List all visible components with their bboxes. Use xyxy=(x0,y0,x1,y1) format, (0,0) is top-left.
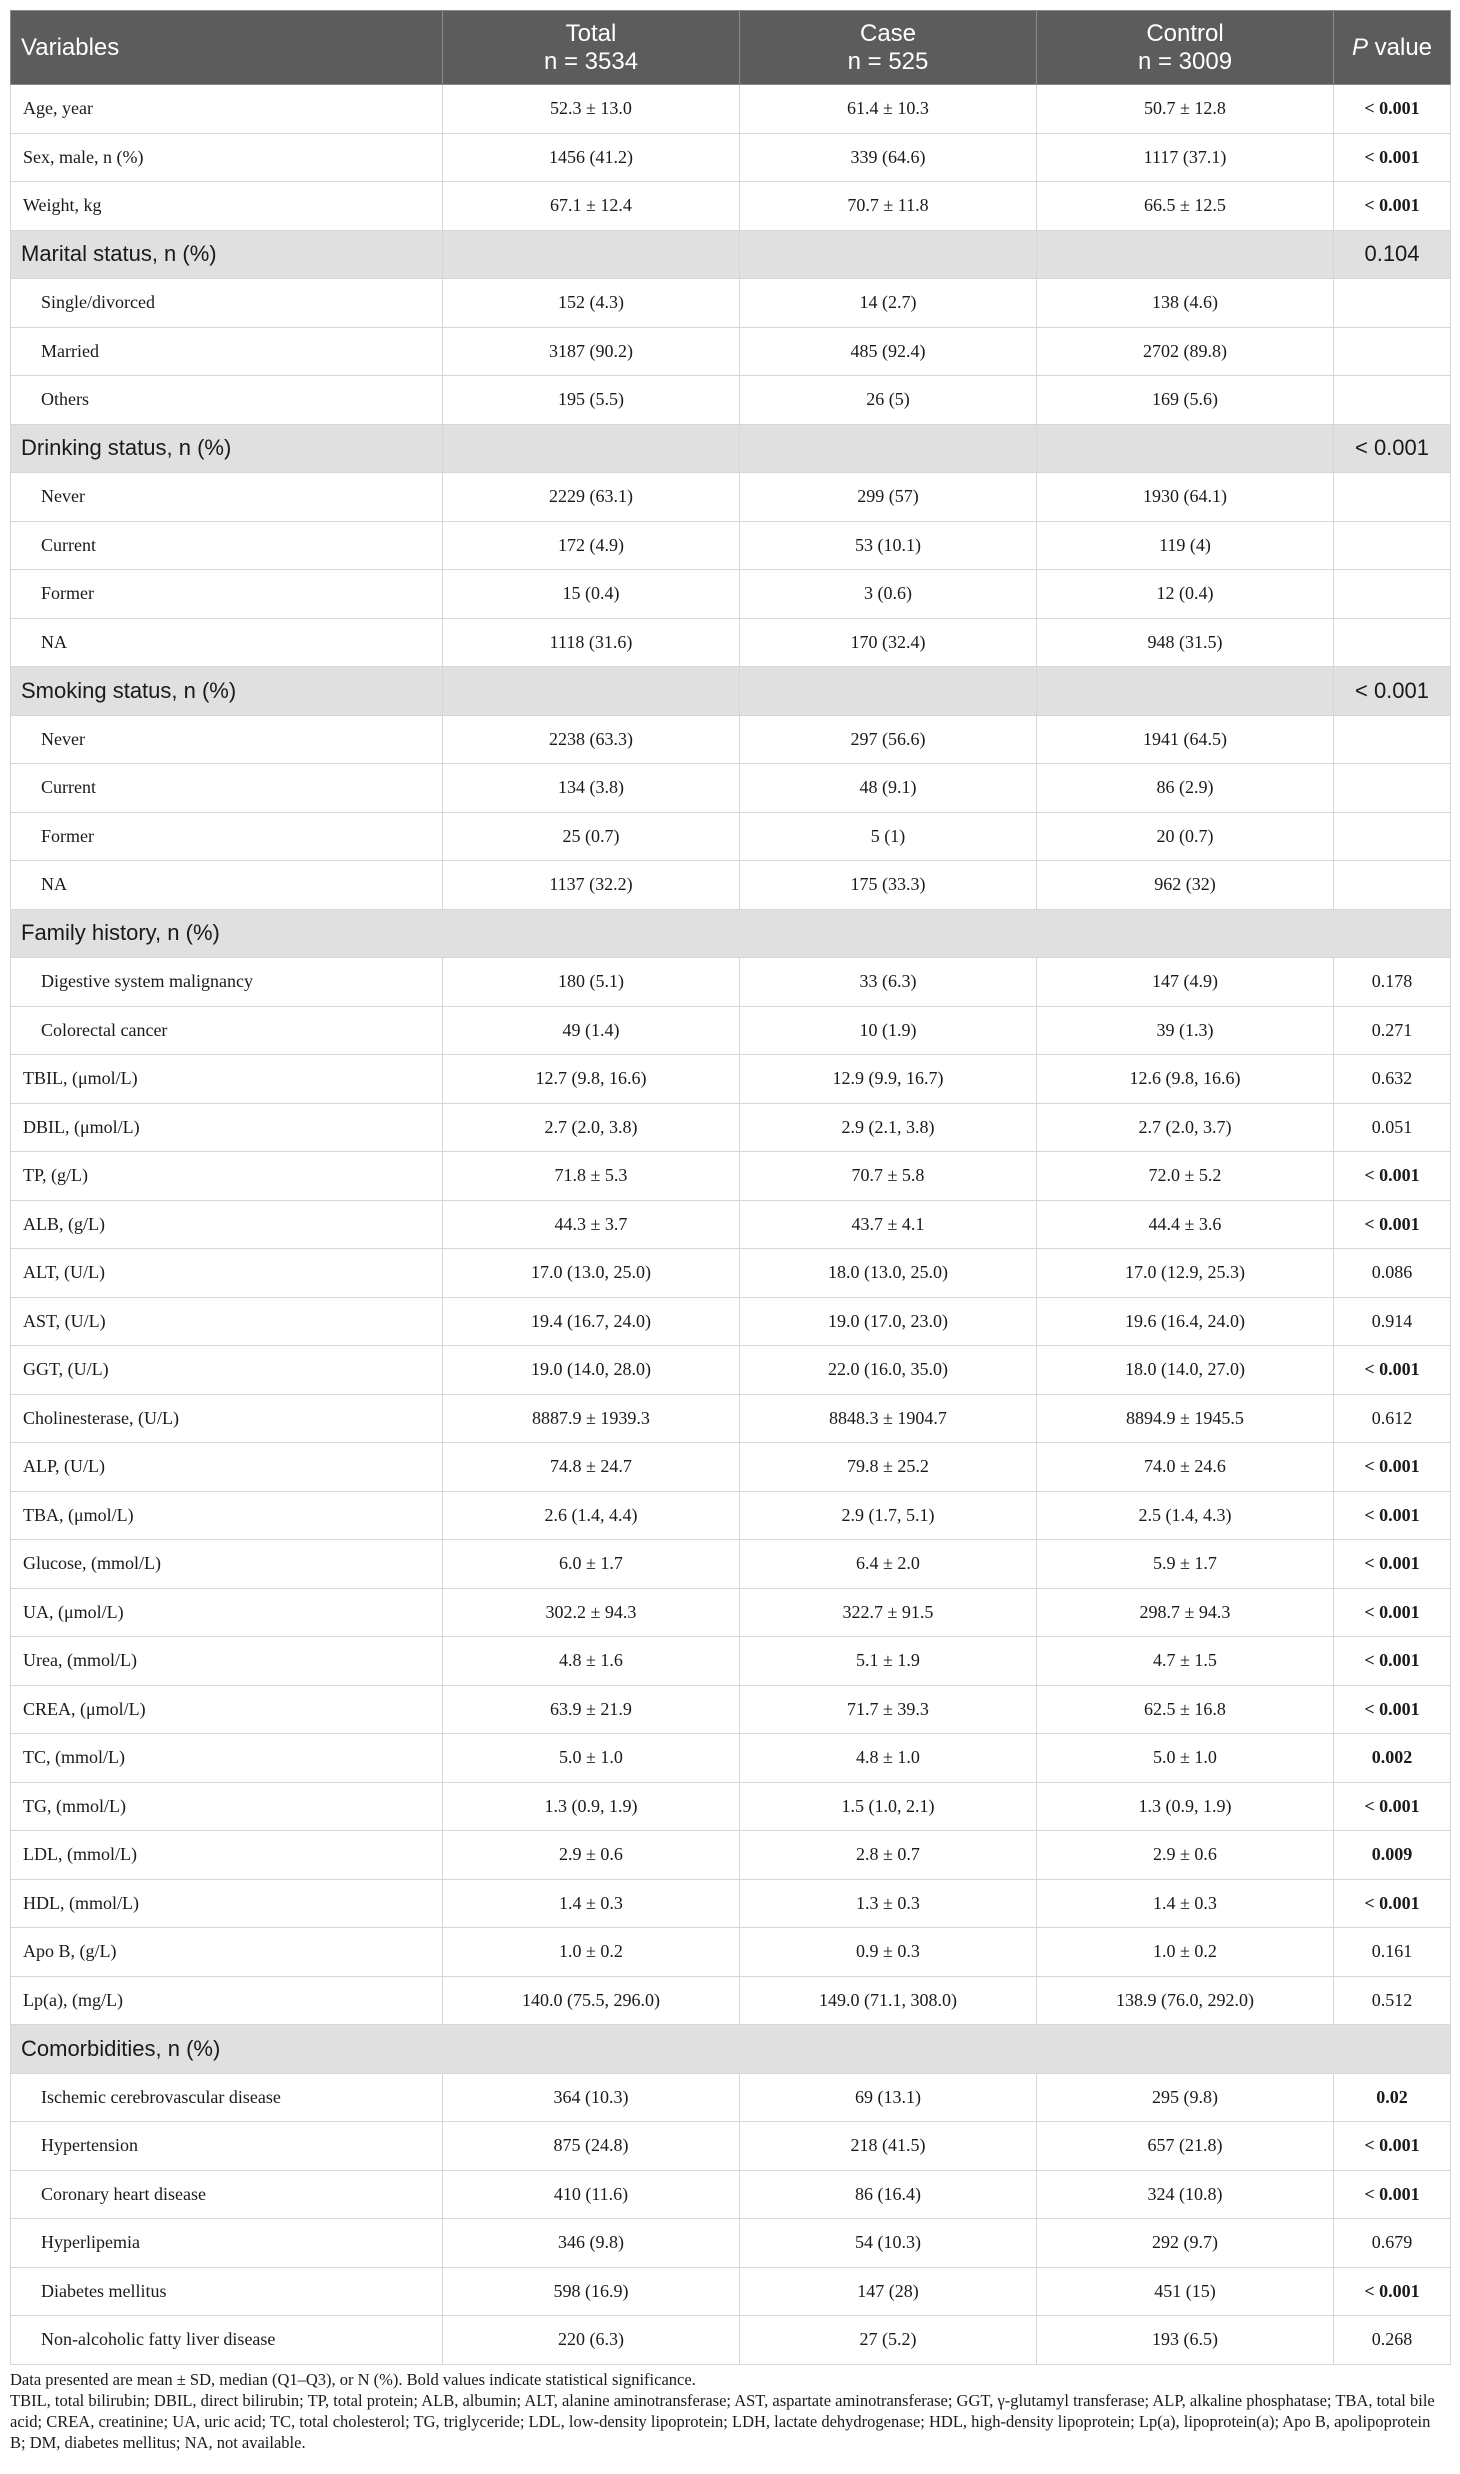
cell-pvalue: < 0.001 xyxy=(1334,424,1451,473)
cell-total: 8887.9 ± 1939.3 xyxy=(443,1394,740,1443)
cell-variable: UA, (μmol/L) xyxy=(11,1588,443,1637)
cell-case: 485 (92.4) xyxy=(740,327,1037,376)
cell-control: 2702 (89.8) xyxy=(1037,327,1334,376)
cell-case: 1.3 ± 0.3 xyxy=(740,1879,1037,1928)
cell-case: 54 (10.3) xyxy=(740,2219,1037,2268)
cell-pvalue xyxy=(1334,521,1451,570)
cell-variable: HDL, (mmol/L) xyxy=(11,1879,443,1928)
cell-pvalue: 0.086 xyxy=(1334,1249,1451,1298)
cell-total: 2.9 ± 0.6 xyxy=(443,1831,740,1880)
cell-pvalue: < 0.001 xyxy=(1334,667,1451,716)
cell-case: 33 (6.3) xyxy=(740,958,1037,1007)
cell-case: 69 (13.1) xyxy=(740,2073,1037,2122)
table-row xyxy=(11,1249,1451,1298)
cell-variable: ALB, (g/L) xyxy=(11,1200,443,1249)
cell-pvalue xyxy=(1334,764,1451,813)
cell-variable: Former xyxy=(11,570,443,619)
cell-case xyxy=(740,424,1037,473)
table-row xyxy=(11,2073,1451,2122)
header-case xyxy=(740,11,1037,85)
cell-pvalue: 0.051 xyxy=(1334,1103,1451,1152)
cell-pvalue: 0.632 xyxy=(1334,1055,1451,1104)
cell-control: 66.5 ± 12.5 xyxy=(1037,182,1334,231)
cell-case: 0.9 ± 0.3 xyxy=(740,1928,1037,1977)
cell-total: 410 (11.6) xyxy=(443,2170,740,2219)
cell-pvalue: < 0.001 xyxy=(1334,1152,1451,1201)
table-row xyxy=(11,182,1451,231)
cell-control: 4.7 ± 1.5 xyxy=(1037,1637,1334,1686)
cell-control: 962 (32) xyxy=(1037,861,1334,910)
cell-control: 324 (10.8) xyxy=(1037,2170,1334,2219)
cell-control xyxy=(1037,667,1334,716)
cell-total: 4.8 ± 1.6 xyxy=(443,1637,740,1686)
cell-total: 6.0 ± 1.7 xyxy=(443,1540,740,1589)
cell-control: 169 (5.6) xyxy=(1037,376,1334,425)
cell-control: 74.0 ± 24.6 xyxy=(1037,1443,1334,1492)
cell-total: 875 (24.8) xyxy=(443,2122,740,2171)
cell-pvalue: < 0.001 xyxy=(1334,2170,1451,2219)
table-row xyxy=(11,327,1451,376)
header-pvalue-p: P xyxy=(1351,33,1368,61)
cell-control: 147 (4.9) xyxy=(1037,958,1334,1007)
cell-total: 172 (4.9) xyxy=(443,521,740,570)
cell-total xyxy=(443,424,740,473)
table-row xyxy=(11,570,1451,619)
baseline-characteristics-table xyxy=(10,10,1451,2365)
cell-case: 48 (9.1) xyxy=(740,764,1037,813)
cell-case: 297 (56.6) xyxy=(740,715,1037,764)
cell-control: 1.3 (0.9, 1.9) xyxy=(1037,1782,1334,1831)
cell-control xyxy=(1037,424,1334,473)
cell-total: 180 (5.1) xyxy=(443,958,740,1007)
cell-case: 70.7 ± 5.8 xyxy=(740,1152,1037,1201)
table-row xyxy=(11,1006,1451,1055)
cell-control: 1930 (64.1) xyxy=(1037,473,1334,522)
cell-case: 2.9 (2.1, 3.8) xyxy=(740,1103,1037,1152)
cell-control: 2.5 (1.4, 4.3) xyxy=(1037,1491,1334,1540)
cell-total: 5.0 ± 1.0 xyxy=(443,1734,740,1783)
cell-case: 22.0 (16.0, 35.0) xyxy=(740,1346,1037,1395)
table-row xyxy=(11,1491,1451,1540)
table-document xyxy=(10,10,1450,2453)
table-body xyxy=(11,85,1451,2365)
cell-pvalue: 0.009 xyxy=(1334,1831,1451,1880)
cell-pvalue xyxy=(1334,473,1451,522)
cell-variable: TP, (g/L) xyxy=(11,1152,443,1201)
cell-variable: Weight, kg xyxy=(11,182,443,231)
cell-pvalue: 0.104 xyxy=(1334,230,1451,279)
cell-control: 295 (9.8) xyxy=(1037,2073,1334,2122)
table-row xyxy=(11,2267,1451,2316)
table-row xyxy=(11,1734,1451,1783)
cell-case: 218 (41.5) xyxy=(740,2122,1037,2171)
table-row xyxy=(11,1588,1451,1637)
cell-total: 1.0 ± 0.2 xyxy=(443,1928,740,1977)
cell-case: 170 (32.4) xyxy=(740,618,1037,667)
header-pvalue xyxy=(1334,11,1451,85)
cell-variable: CREA, (μmol/L) xyxy=(11,1685,443,1734)
cell-total: 1137 (32.2) xyxy=(443,861,740,910)
cell-variable: TC, (mmol/L) xyxy=(11,1734,443,1783)
cell-control: 5.9 ± 1.7 xyxy=(1037,1540,1334,1589)
cell-control: 451 (15) xyxy=(1037,2267,1334,2316)
header-pvalue-rest: value xyxy=(1367,33,1433,61)
cell-total: 74.8 ± 24.7 xyxy=(443,1443,740,1492)
cell-total: 19.4 (16.7, 24.0) xyxy=(443,1297,740,1346)
cell-variable: Never xyxy=(11,715,443,764)
cell-control: 62.5 ± 16.8 xyxy=(1037,1685,1334,1734)
cell-pvalue xyxy=(1334,618,1451,667)
cell-variable: Diabetes mellitus xyxy=(11,2267,443,2316)
cell-pvalue: < 0.001 xyxy=(1334,1685,1451,1734)
header-case-n: n = 525 xyxy=(847,47,929,75)
cell-variable: TG, (mmol/L) xyxy=(11,1782,443,1831)
header-control-label: Control xyxy=(1146,19,1224,47)
cell-control: 20 (0.7) xyxy=(1037,812,1334,861)
cell-case: 339 (64.6) xyxy=(740,133,1037,182)
cell-pvalue xyxy=(1334,376,1451,425)
table-footnotes xyxy=(10,2369,1450,2453)
cell-total: 346 (9.8) xyxy=(443,2219,740,2268)
cell-total: 3187 (90.2) xyxy=(443,327,740,376)
table-row xyxy=(11,473,1451,522)
cell-case: 6.4 ± 2.0 xyxy=(740,1540,1037,1589)
table-row xyxy=(11,1685,1451,1734)
cell-total: 1.4 ± 0.3 xyxy=(443,1879,740,1928)
cell-variable: Apo B, (g/L) xyxy=(11,1928,443,1977)
cell-control: 193 (6.5) xyxy=(1037,2316,1334,2365)
header-case-label: Case xyxy=(859,19,917,47)
cell-pvalue: < 0.001 xyxy=(1334,1879,1451,1928)
cell-control: 18.0 (14.0, 27.0) xyxy=(1037,1346,1334,1395)
cell-case: 86 (16.4) xyxy=(740,2170,1037,2219)
cell-variable: Urea, (mmol/L) xyxy=(11,1637,443,1686)
cell-pvalue: 0.914 xyxy=(1334,1297,1451,1346)
cell-case: 26 (5) xyxy=(740,376,1037,425)
table-row xyxy=(11,1394,1451,1443)
cell-pvalue: 0.02 xyxy=(1334,2073,1451,2122)
cell-total: 44.3 ± 3.7 xyxy=(443,1200,740,1249)
cell-control: 948 (31.5) xyxy=(1037,618,1334,667)
table-row xyxy=(11,715,1451,764)
cell-total xyxy=(443,667,740,716)
cell-case: 18.0 (13.0, 25.0) xyxy=(740,1249,1037,1298)
cell-variable: NA xyxy=(11,861,443,910)
cell-total: 19.0 (14.0, 28.0) xyxy=(443,1346,740,1395)
cell-control: 5.0 ± 1.0 xyxy=(1037,1734,1334,1783)
table-row xyxy=(11,2316,1451,2365)
cell-pvalue xyxy=(1334,812,1451,861)
cell-case: 12.9 (9.9, 16.7) xyxy=(740,1055,1037,1104)
table-row xyxy=(11,1831,1451,1880)
cell-total: 2229 (63.1) xyxy=(443,473,740,522)
cell-variable: Glucose, (mmol/L) xyxy=(11,1540,443,1589)
cell-total: 67.1 ± 12.4 xyxy=(443,182,740,231)
cell-pvalue: < 0.001 xyxy=(1334,133,1451,182)
cell-case: 2.9 (1.7, 5.1) xyxy=(740,1491,1037,1540)
cell-variable: TBIL, (μmol/L) xyxy=(11,1055,443,1104)
table-row xyxy=(11,1200,1451,1249)
cell-variable: Married xyxy=(11,327,443,376)
header-variables: Variables xyxy=(11,11,443,85)
cell-total: 15 (0.4) xyxy=(443,570,740,619)
cell-case: 5 (1) xyxy=(740,812,1037,861)
cell-variable: Cholinesterase, (U/L) xyxy=(11,1394,443,1443)
table-row xyxy=(11,1879,1451,1928)
cell-total: 302.2 ± 94.3 xyxy=(443,1588,740,1637)
table-row xyxy=(11,1928,1451,1977)
cell-total: 134 (3.8) xyxy=(443,764,740,813)
cell-total: 598 (16.9) xyxy=(443,2267,740,2316)
cell-total: 1118 (31.6) xyxy=(443,618,740,667)
cell-case: 19.0 (17.0, 23.0) xyxy=(740,1297,1037,1346)
cell-case: 3 (0.6) xyxy=(740,570,1037,619)
table-row xyxy=(11,812,1451,861)
cell-control: 138.9 (76.0, 292.0) xyxy=(1037,1976,1334,2025)
cell-total: 195 (5.5) xyxy=(443,376,740,425)
cell-total: 152 (4.3) xyxy=(443,279,740,328)
cell-control xyxy=(1037,230,1334,279)
cell-total: 1456 (41.2) xyxy=(443,133,740,182)
cell-pvalue: 0.002 xyxy=(1334,1734,1451,1783)
cell-variable: Hyperlipemia xyxy=(11,2219,443,2268)
cell-pvalue xyxy=(1334,279,1451,328)
cell-case: 175 (33.3) xyxy=(740,861,1037,910)
table-row xyxy=(11,1540,1451,1589)
cell-control: 1.4 ± 0.3 xyxy=(1037,1879,1334,1928)
cell-variable: Coronary heart disease xyxy=(11,2170,443,2219)
section-label: Drinking status, n (%) xyxy=(11,424,443,473)
cell-case: 53 (10.1) xyxy=(740,521,1037,570)
cell-pvalue xyxy=(1334,327,1451,376)
cell-total: 2238 (63.3) xyxy=(443,715,740,764)
cell-pvalue xyxy=(1334,570,1451,619)
cell-variable: Hypertension xyxy=(11,2122,443,2171)
table-row xyxy=(11,521,1451,570)
cell-pvalue: 0.178 xyxy=(1334,958,1451,1007)
table-header xyxy=(11,11,1451,85)
cell-case: 71.7 ± 39.3 xyxy=(740,1685,1037,1734)
cell-variable: Others xyxy=(11,376,443,425)
cell-case: 79.8 ± 25.2 xyxy=(740,1443,1037,1492)
cell-control: 292 (9.7) xyxy=(1037,2219,1334,2268)
header-control xyxy=(1037,11,1334,85)
cell-total: 17.0 (13.0, 25.0) xyxy=(443,1249,740,1298)
header-total xyxy=(443,11,740,85)
cell-variable: Lp(a), (mg/L) xyxy=(11,1976,443,2025)
cell-case: 4.8 ± 1.0 xyxy=(740,1734,1037,1783)
cell-control: 12.6 (9.8, 16.6) xyxy=(1037,1055,1334,1104)
cell-pvalue: < 0.001 xyxy=(1334,2267,1451,2316)
cell-case: 5.1 ± 1.9 xyxy=(740,1637,1037,1686)
cell-variable: NA xyxy=(11,618,443,667)
cell-total: 49 (1.4) xyxy=(443,1006,740,1055)
cell-variable: TBA, (μmol/L) xyxy=(11,1491,443,1540)
table-row xyxy=(11,1346,1451,1395)
cell-variable: ALP, (U/L) xyxy=(11,1443,443,1492)
section-label: Marital status, n (%) xyxy=(11,230,443,279)
cell-case: 10 (1.9) xyxy=(740,1006,1037,1055)
cell-case: 43.7 ± 4.1 xyxy=(740,1200,1037,1249)
table-row xyxy=(11,958,1451,1007)
cell-pvalue: < 0.001 xyxy=(1334,1491,1451,1540)
cell-pvalue: < 0.001 xyxy=(1334,1200,1451,1249)
cell-control: 2.9 ± 0.6 xyxy=(1037,1831,1334,1880)
cell-control: 298.7 ± 94.3 xyxy=(1037,1588,1334,1637)
section-row xyxy=(11,667,1451,716)
cell-control: 1117 (37.1) xyxy=(1037,133,1334,182)
cell-variable: DBIL, (μmol/L) xyxy=(11,1103,443,1152)
table-row xyxy=(11,1297,1451,1346)
cell-total: 2.6 (1.4, 4.4) xyxy=(443,1491,740,1540)
table-row xyxy=(11,764,1451,813)
cell-variable: Sex, male, n (%) xyxy=(11,133,443,182)
cell-case xyxy=(740,230,1037,279)
cell-case: 70.7 ± 11.8 xyxy=(740,182,1037,231)
cell-pvalue: < 0.001 xyxy=(1334,1540,1451,1589)
cell-total: 2.7 (2.0, 3.8) xyxy=(443,1103,740,1152)
cell-variable: Current xyxy=(11,521,443,570)
cell-variable: Never xyxy=(11,473,443,522)
cell-control: 50.7 ± 12.8 xyxy=(1037,85,1334,134)
cell-total: 140.0 (75.5, 296.0) xyxy=(443,1976,740,2025)
cell-pvalue: < 0.001 xyxy=(1334,1443,1451,1492)
cell-variable: Former xyxy=(11,812,443,861)
cell-pvalue: < 0.001 xyxy=(1334,1588,1451,1637)
cell-control: 12 (0.4) xyxy=(1037,570,1334,619)
cell-pvalue: 0.161 xyxy=(1334,1928,1451,1977)
section-row xyxy=(11,424,1451,473)
table-row xyxy=(11,1055,1451,1104)
cell-total: 71.8 ± 5.3 xyxy=(443,1152,740,1201)
section-label: Family history, n (%) xyxy=(11,909,1451,958)
cell-case: 1.5 (1.0, 2.1) xyxy=(740,1782,1037,1831)
header-total-label: Total xyxy=(565,19,617,47)
cell-total: 364 (10.3) xyxy=(443,2073,740,2122)
table-row xyxy=(11,2219,1451,2268)
table-row xyxy=(11,1782,1451,1831)
cell-pvalue: < 0.001 xyxy=(1334,1782,1451,1831)
cell-case: 27 (5.2) xyxy=(740,2316,1037,2365)
cell-pvalue: 0.612 xyxy=(1334,1394,1451,1443)
cell-variable: Non-alcoholic fatty liver disease xyxy=(11,2316,443,2365)
cell-control: 119 (4) xyxy=(1037,521,1334,570)
table-row xyxy=(11,861,1451,910)
header-row xyxy=(11,11,1451,85)
cell-case: 2.8 ± 0.7 xyxy=(740,1831,1037,1880)
cell-total: 12.7 (9.8, 16.6) xyxy=(443,1055,740,1104)
table-row xyxy=(11,133,1451,182)
table-row xyxy=(11,618,1451,667)
footnote-2: TBIL, total bilirubin; DBIL, direct bilirubin; TP, total protein; ALB, albumin; ALT, alanine aminotransferase; AST, aspartate aminotransferase; GGT, γ-glutamyl transferase; ALP, alkaline phosphatase; TBA, total bile acid; CREA, creatinine; UA, uric acid; TC, total cholesterol; TG, triglyceride; LDL, low-density lipoprotein; LDH, lactate dehydrogenase; HDL, high-density lipoprotein; Lp(a), lipoprotein(a); Apo B, apolipoprotein B; DM, diabetes mellitus; NA, not available. xyxy=(10,2390,1435,2452)
cell-variable: GGT, (U/L) xyxy=(11,1346,443,1395)
cell-case: 322.7 ± 91.5 xyxy=(740,1588,1037,1637)
cell-case: 149.0 (71.1, 308.0) xyxy=(740,1976,1037,2025)
cell-pvalue xyxy=(1334,861,1451,910)
cell-control: 657 (21.8) xyxy=(1037,2122,1334,2171)
cell-variable: Age, year xyxy=(11,85,443,134)
cell-case: 147 (28) xyxy=(740,2267,1037,2316)
cell-pvalue: < 0.001 xyxy=(1334,1637,1451,1686)
cell-pvalue: 0.268 xyxy=(1334,2316,1451,2365)
cell-control: 39 (1.3) xyxy=(1037,1006,1334,1055)
header-control-n: n = 3009 xyxy=(1137,47,1233,75)
table-row xyxy=(11,376,1451,425)
table-row xyxy=(11,1103,1451,1152)
cell-control: 8894.9 ± 1945.5 xyxy=(1037,1394,1334,1443)
cell-control: 86 (2.9) xyxy=(1037,764,1334,813)
cell-pvalue: < 0.001 xyxy=(1334,85,1451,134)
section-row xyxy=(11,909,1451,958)
cell-pvalue: < 0.001 xyxy=(1334,2122,1451,2171)
cell-pvalue xyxy=(1334,715,1451,764)
cell-pvalue: 0.512 xyxy=(1334,1976,1451,2025)
table-row xyxy=(11,1443,1451,1492)
table-row xyxy=(11,85,1451,134)
table-row xyxy=(11,1152,1451,1201)
section-row xyxy=(11,230,1451,279)
cell-control: 2.7 (2.0, 3.7) xyxy=(1037,1103,1334,1152)
cell-variable: Single/divorced xyxy=(11,279,443,328)
cell-case xyxy=(740,667,1037,716)
cell-case: 61.4 ± 10.3 xyxy=(740,85,1037,134)
cell-control: 1941 (64.5) xyxy=(1037,715,1334,764)
cell-variable: Current xyxy=(11,764,443,813)
cell-pvalue: < 0.001 xyxy=(1334,1346,1451,1395)
cell-total xyxy=(443,230,740,279)
cell-pvalue: < 0.001 xyxy=(1334,182,1451,231)
cell-total: 25 (0.7) xyxy=(443,812,740,861)
section-row xyxy=(11,2025,1451,2074)
cell-variable: AST, (U/L) xyxy=(11,1297,443,1346)
cell-total: 52.3 ± 13.0 xyxy=(443,85,740,134)
cell-control: 19.6 (16.4, 24.0) xyxy=(1037,1297,1334,1346)
table-row xyxy=(11,1976,1451,2025)
cell-control: 17.0 (12.9, 25.3) xyxy=(1037,1249,1334,1298)
table-row xyxy=(11,1637,1451,1686)
cell-case: 14 (2.7) xyxy=(740,279,1037,328)
cell-variable: Ischemic cerebrovascular disease xyxy=(11,2073,443,2122)
cell-control: 138 (4.6) xyxy=(1037,279,1334,328)
table-row xyxy=(11,2170,1451,2219)
cell-case: 8848.3 ± 1904.7 xyxy=(740,1394,1037,1443)
cell-variable: LDL, (mmol/L) xyxy=(11,1831,443,1880)
section-label: Comorbidities, n (%) xyxy=(11,2025,1451,2074)
cell-total: 1.3 (0.9, 1.9) xyxy=(443,1782,740,1831)
cell-control: 72.0 ± 5.2 xyxy=(1037,1152,1334,1201)
cell-total: 220 (6.3) xyxy=(443,2316,740,2365)
cell-control: 1.0 ± 0.2 xyxy=(1037,1928,1334,1977)
cell-control: 44.4 ± 3.6 xyxy=(1037,1200,1334,1249)
cell-pvalue: 0.679 xyxy=(1334,2219,1451,2268)
header-total-n: n = 3534 xyxy=(543,47,639,75)
cell-total: 63.9 ± 21.9 xyxy=(443,1685,740,1734)
cell-case: 299 (57) xyxy=(740,473,1037,522)
section-label: Smoking status, n (%) xyxy=(11,667,443,716)
table-row xyxy=(11,279,1451,328)
cell-variable: ALT, (U/L) xyxy=(11,1249,443,1298)
footnote-1: Data presented are mean ± SD, median (Q1–Q3), or N (%). Bold values indicate statistical significance. xyxy=(10,2369,696,2389)
table-row xyxy=(11,2122,1451,2171)
cell-pvalue: 0.271 xyxy=(1334,1006,1451,1055)
cell-variable: Digestive system malignancy xyxy=(11,958,443,1007)
cell-variable: Colorectal cancer xyxy=(11,1006,443,1055)
